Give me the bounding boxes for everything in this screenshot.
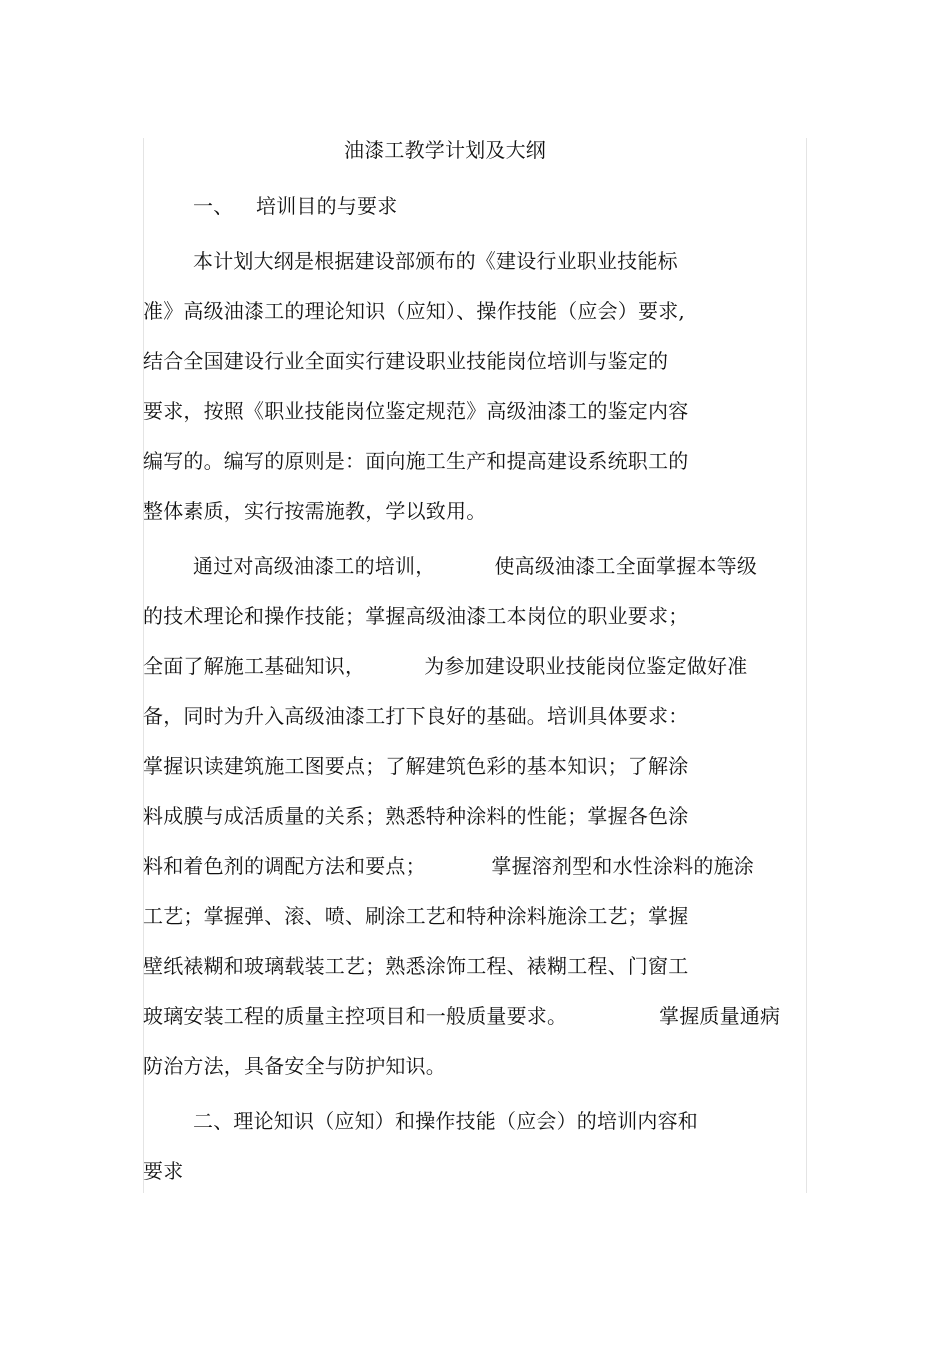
paragraph1-line-2: 准》高级油漆工的理论知识（应知）、操作技能（应会）要求, xyxy=(143,299,685,323)
paragraph2-line-7: 料和着色剂的调配方法和要点； 掌握溶剂型和水性涂料的施涂 xyxy=(143,854,754,878)
paragraph2-line-11: 防治方法，具备安全与防护知识。 xyxy=(143,1054,446,1078)
section1-heading-number: 一、 xyxy=(193,194,234,218)
right-margin-line xyxy=(806,138,807,1193)
paragraph2-line-10: 玻璃安装工程的质量主控项目和一般质量要求。 掌握质量通病 xyxy=(143,1004,781,1028)
paragraph2-line-2: 的技术理论和操作技能；掌握高级油漆工本岗位的职业要求； xyxy=(143,604,689,628)
paragraph2-line-9: 壁纸裱糊和玻璃载装工艺；熟悉涂饰工程、裱糊工程、门窗工 xyxy=(143,954,689,978)
paragraph2-line-6: 料成膜与成活质量的关系；熟悉特种涂料的性能；掌握各色涂 xyxy=(143,804,689,828)
paragraph1-line-5: 编写的。编写的原则是：面向施工生产和提高建设系统职工的 xyxy=(143,449,689,473)
paragraph2-line-3: 全面了解施工基础知识， 为参加建设职业技能岗位鉴定做好准 xyxy=(143,654,748,678)
document-title: 油漆工教学计划及大纲 xyxy=(344,138,546,162)
paragraph1-line-6: 整体素质，实行按需施教，学以致用。 xyxy=(143,499,487,523)
paragraph2-line-1: 通过对高级油漆工的培训， 使高级油漆工全面掌握本等级 xyxy=(193,554,758,578)
paragraph1-line-3: 结合全国建设行业全面实行建设职业技能岗位培训与鉴定的 xyxy=(143,349,669,373)
section1-heading-text: 培训目的与要求 xyxy=(256,194,398,218)
section2-heading-line-2: 要求 xyxy=(143,1159,184,1183)
paragraph2-line-5: 掌握识读建筑施工图要点；了解建筑色彩的基本知识；了解涂 xyxy=(143,754,689,778)
paragraph2-line-4: 备，同时为升入高级油漆工打下良好的基础。培训具体要求： xyxy=(143,704,689,728)
paragraph1-line-4: 要求，按照《职业技能岗位鉴定规范》高级油漆工的鉴定内容 xyxy=(143,399,689,423)
paragraph2-line-8: 工艺；掌握弹、滚、喷、刷涂工艺和特种涂料施涂工艺；掌握 xyxy=(143,904,689,928)
section2-heading-line-1: 二、理论知识（应知）和操作技能（应会）的培训内容和 xyxy=(193,1109,698,1133)
paragraph1-line-1: 本计划大纲是根据建设部颁布的《建设行业职业技能标 xyxy=(193,249,678,273)
